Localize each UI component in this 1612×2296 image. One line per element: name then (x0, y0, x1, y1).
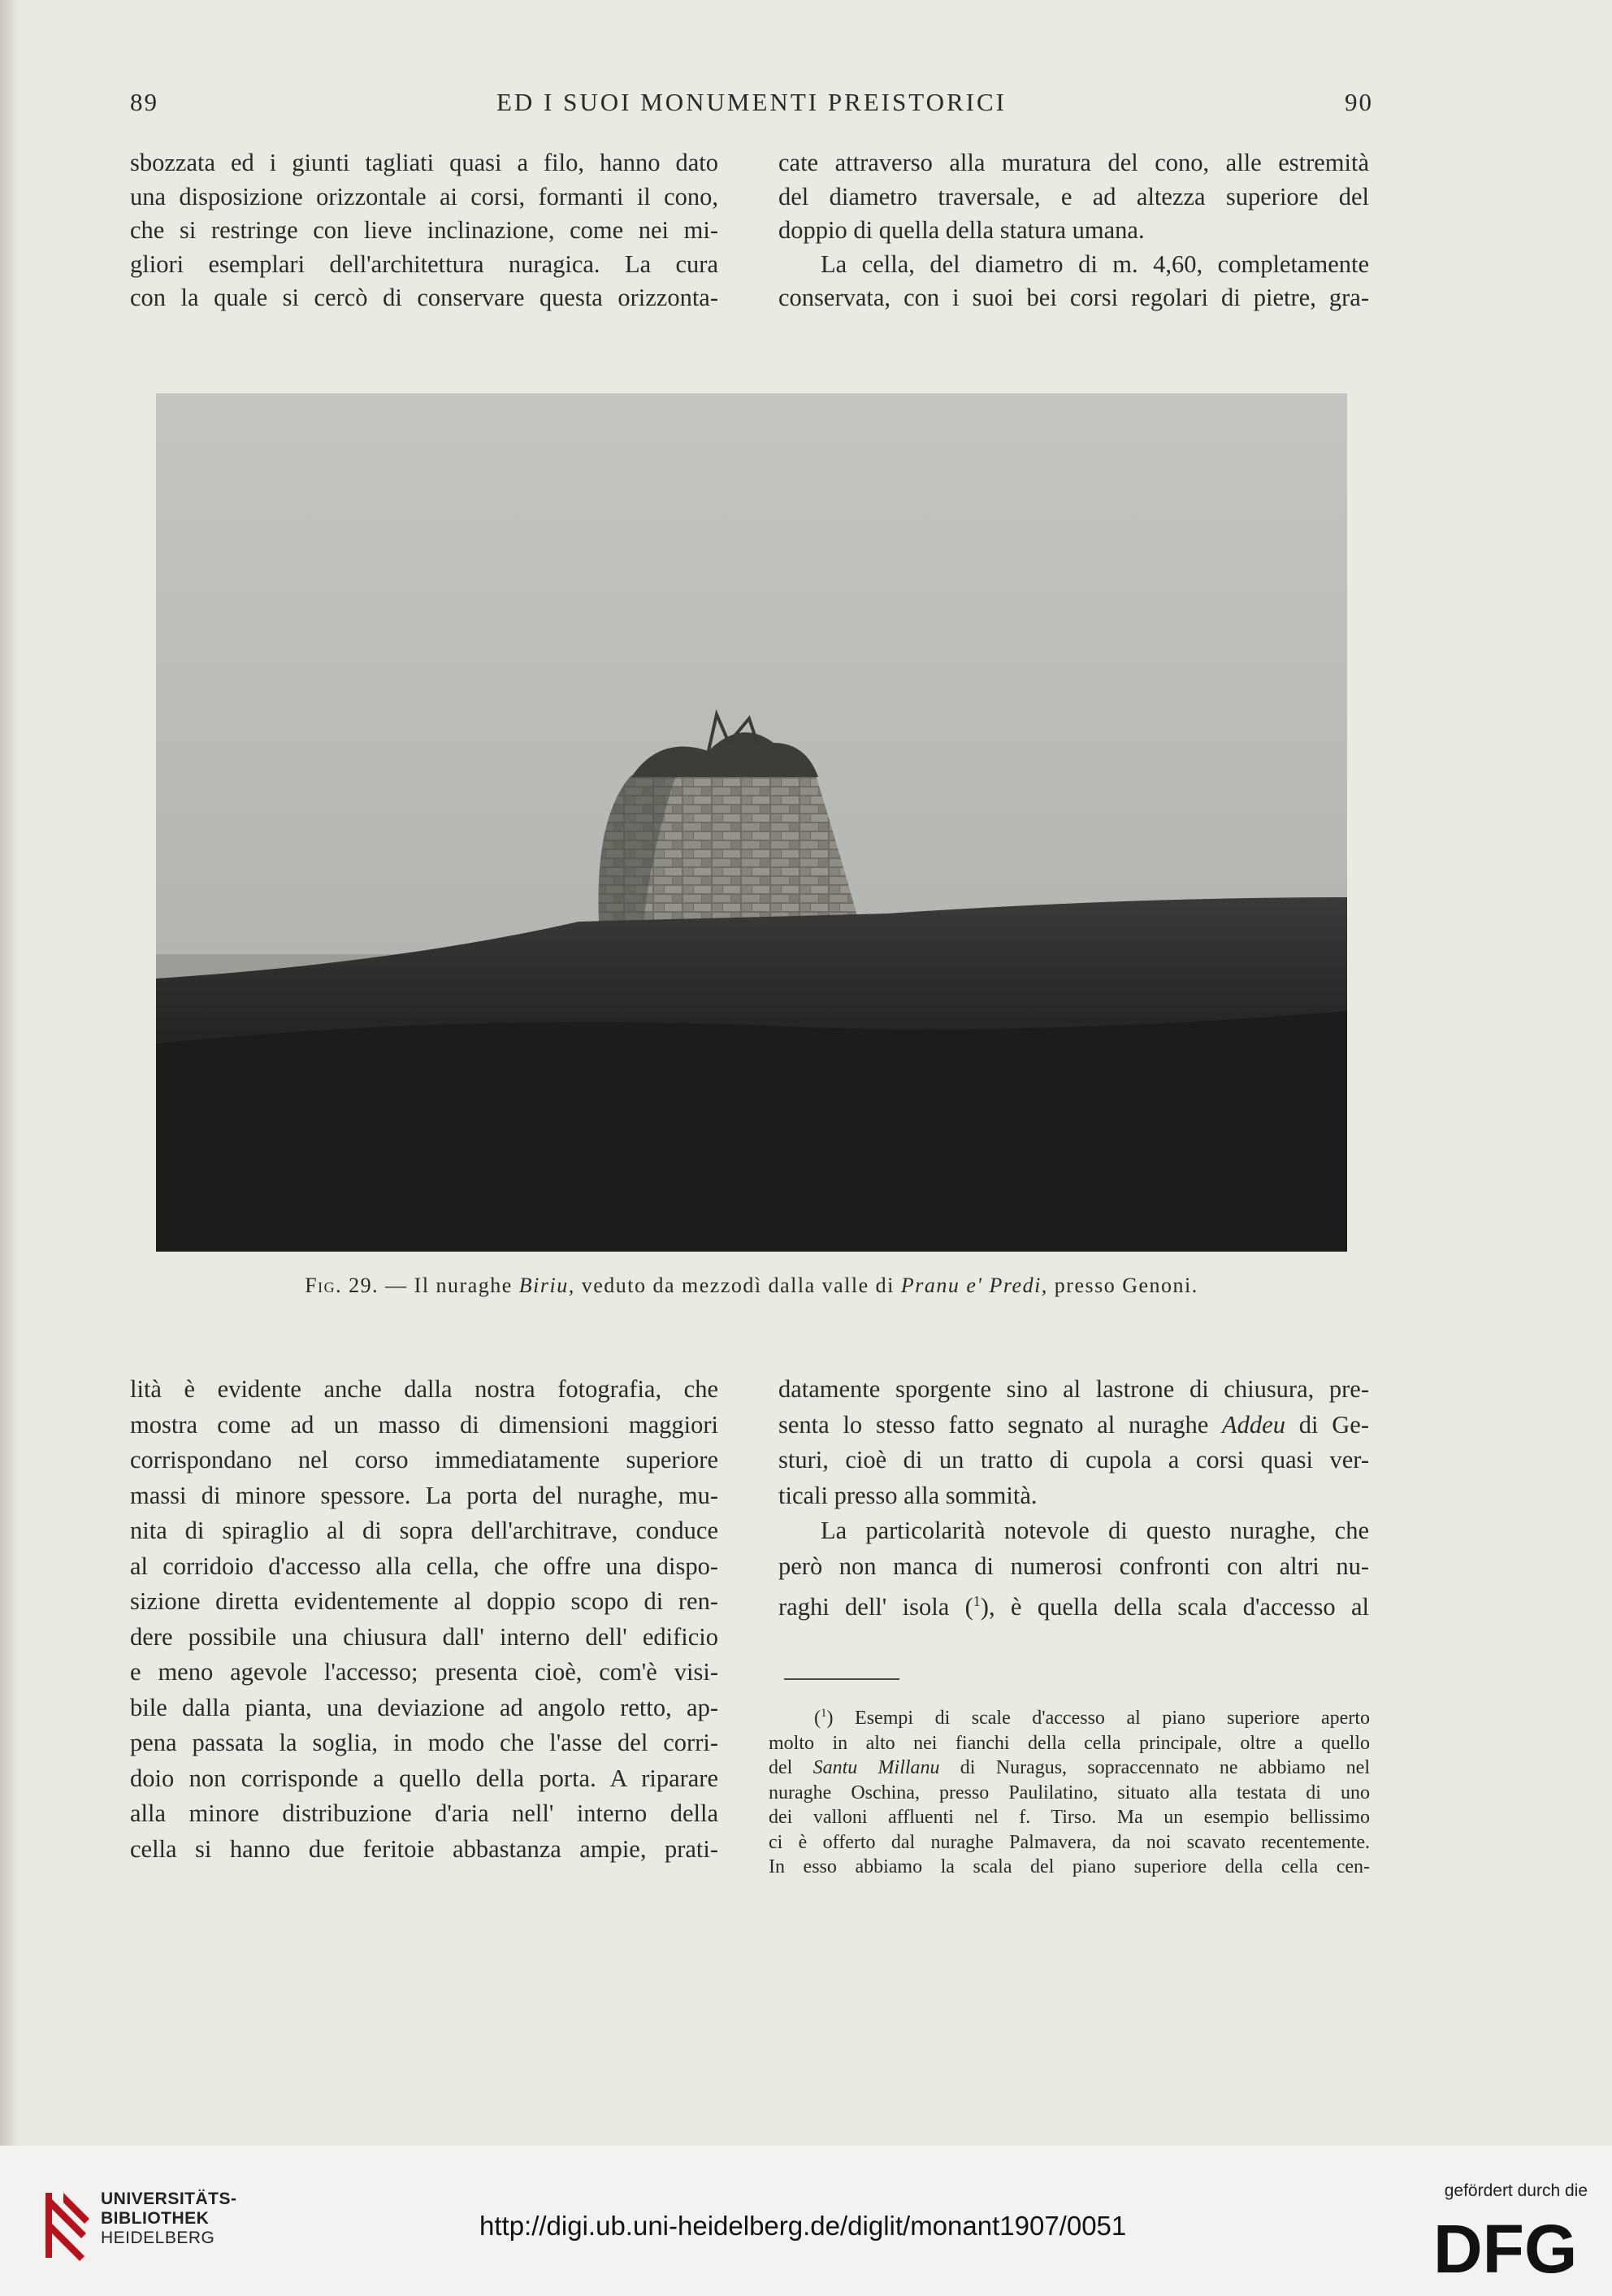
text-line: e meno agevole l'accesso; presenta cioè, com'è visi- (130, 1658, 718, 1686)
caption-text: veduto da mezzodì dalla valle di (574, 1274, 901, 1297)
text-span: ), è quella della scala d'accesso al (980, 1593, 1369, 1621)
text-line (778, 1584, 1369, 1620)
footnote-line (769, 1701, 1370, 1731)
text-line: lità è evidente anche dalla nostra fotografia, che (130, 1375, 718, 1403)
text-line: al corridoio d'accesso alla cella, che offre una dispo- (130, 1552, 718, 1580)
nuraghe-photograph (156, 393, 1347, 1252)
text-line: massi di minore spessore. La porta del nuraghe, mu- (130, 1481, 718, 1509)
text-line: pena passata la soglia, in modo che l'asse del corri- (130, 1729, 718, 1756)
footnote-line: ci è offerto dal nuraghe Palmavera, da noi scavato recentemente. (769, 1831, 1370, 1853)
footnote-line: dei valloni affluenti nel f. Tirso. Ma un esempio bellissimo (769, 1807, 1370, 1828)
library-name-line: UNIVERSITÄTS- (101, 2190, 237, 2208)
footnote-line: In esso abbiamo la scala del piano superiore della cella cen- (769, 1856, 1370, 1877)
text-span: raghi dell' isola ( (778, 1593, 973, 1621)
dfg-logo-icon (1433, 2211, 1588, 2279)
footnote-ref[interactable]: 1 (973, 1593, 981, 1609)
footnote-rule (784, 1678, 899, 1680)
dfg-logo-text: DFG (1433, 2211, 1578, 2279)
text-line: mostra come ad un masso di dimensioni maggiori (130, 1410, 718, 1439)
right-page-number: 90 (1345, 88, 1373, 116)
text-line: La cella, del diametro di m. 4,60, completamente (821, 250, 1369, 278)
text-line: gliori esemplari dell'architettura nuragica. La cura (130, 250, 718, 278)
text-line: conservata, con i suoi bei corsi regolari di pietre, gra- (778, 284, 1369, 311)
text-line: sturi, cioè di un tratto di cupola a corsi quasi ver- (778, 1446, 1369, 1474)
footnote-marker: 1 (821, 1707, 827, 1720)
text-line: del diametro traversale, e ad altezza superiore del (778, 182, 1369, 211)
footnote-line (769, 1756, 1370, 1781)
nuraghe-name: Addeu (1222, 1410, 1285, 1439)
text-line: nita di spiraglio al di sopra dell'architrave, conduce (130, 1517, 718, 1544)
bottom-right-column (778, 1372, 1369, 1620)
text-line: con la quale si cercò di conservare questa orizzonta- (130, 284, 718, 311)
page-gutter-shadow (0, 0, 20, 2146)
text-line: datamente sporgente sino al lastrone di chiusura, pre- (778, 1375, 1369, 1403)
library-name (101, 2190, 237, 2248)
nuraghe-name: Santu Millanu (812, 1757, 940, 1778)
permalink-url[interactable]: http://digi.ub.uni-heidelberg.de/diglit/monant1907/0051 (479, 2211, 1127, 2241)
text-line: cate attraverso alla muratura del cono, alle estremità (778, 149, 1369, 176)
digitization-footer (0, 2146, 1612, 2296)
text-line (778, 1408, 1369, 1443)
running-head (130, 88, 1373, 124)
text-span: di Ge- (1285, 1410, 1369, 1439)
text-line: sizione diretta evidentemente al doppio scopo di ren- (130, 1587, 718, 1615)
text-line: però non manca di numerosi confronti con altri nu- (778, 1552, 1369, 1580)
text-line: alla minore distribuzione d'aria nell' interno della (130, 1799, 718, 1827)
footnote-line: nuraghe Oschina, presso Paulilatino, situato alla testata di uno (769, 1782, 1370, 1803)
library-logo-icon (42, 2185, 93, 2266)
bottom-left-column (130, 1372, 718, 1867)
library-name-line: HEIDELBERG (101, 2229, 215, 2247)
text-line: doppio di quella della statura umana. (778, 216, 1145, 244)
text-line: sbozzata ed i giunti tagliati quasi a filo, hanno dato (130, 149, 718, 176)
sponsor-text: gefördert durch die (1444, 2181, 1588, 2200)
text-line: La particolarità notevole di questo nuraghe, che (821, 1517, 1369, 1544)
text-span: ( (814, 1708, 821, 1729)
left-page-number: 89 (130, 88, 158, 116)
footnote (769, 1701, 1370, 1880)
figure-caption (156, 1274, 1347, 1298)
caption-text: — Il nuraghe (379, 1274, 519, 1297)
text-span: ) Esempi di scale d'accesso al piano superiore aperto (826, 1708, 1370, 1729)
figure-label: Fig. 29. (305, 1274, 379, 1297)
caption-name: Pranu e' Predi, (900, 1274, 1048, 1297)
text-line: ticali presso alla sommità. (778, 1481, 1038, 1509)
top-left-column (130, 146, 718, 315)
text-line: che si restringe con lieve inclinazione, come nei mi- (130, 216, 718, 244)
running-title: ED I SUOI MONUMENTI PREISTORICI (496, 88, 1008, 116)
nuraghe-photo-drawing (156, 393, 1347, 1252)
text-line: dere possibile una chiusura dall' interno dell' edificio (130, 1622, 718, 1651)
top-right-column (778, 146, 1369, 315)
text-span: di Nuragus, sopraccennato ne abbiamo nel (939, 1757, 1370, 1778)
text-line: corrispondano nel corso immediatamente superiore (130, 1446, 718, 1474)
text-span: del (769, 1757, 813, 1778)
text-line: una disposizione orizzontale ai corsi, formanti il cono, (130, 182, 718, 211)
text-line: cella si hanno due feritoie abbastanza ampie, prati- (130, 1834, 718, 1863)
text-span: senta lo stesso fatto segnato al nuraghe (778, 1410, 1223, 1439)
caption-text: presso Genoni. (1047, 1274, 1198, 1297)
text-line: bile dalla pianta, una deviazione ad angolo retto, ap- (130, 1693, 718, 1721)
text-line: doio non corrisponde a quello della porta. A riparare (130, 1764, 718, 1792)
footnote-line: molto in alto nei fianchi della cella principale, oltre a quello (769, 1732, 1370, 1754)
caption-name: Biriu, (518, 1274, 575, 1297)
library-name-line: BIBLIOTHEK (101, 2209, 210, 2228)
